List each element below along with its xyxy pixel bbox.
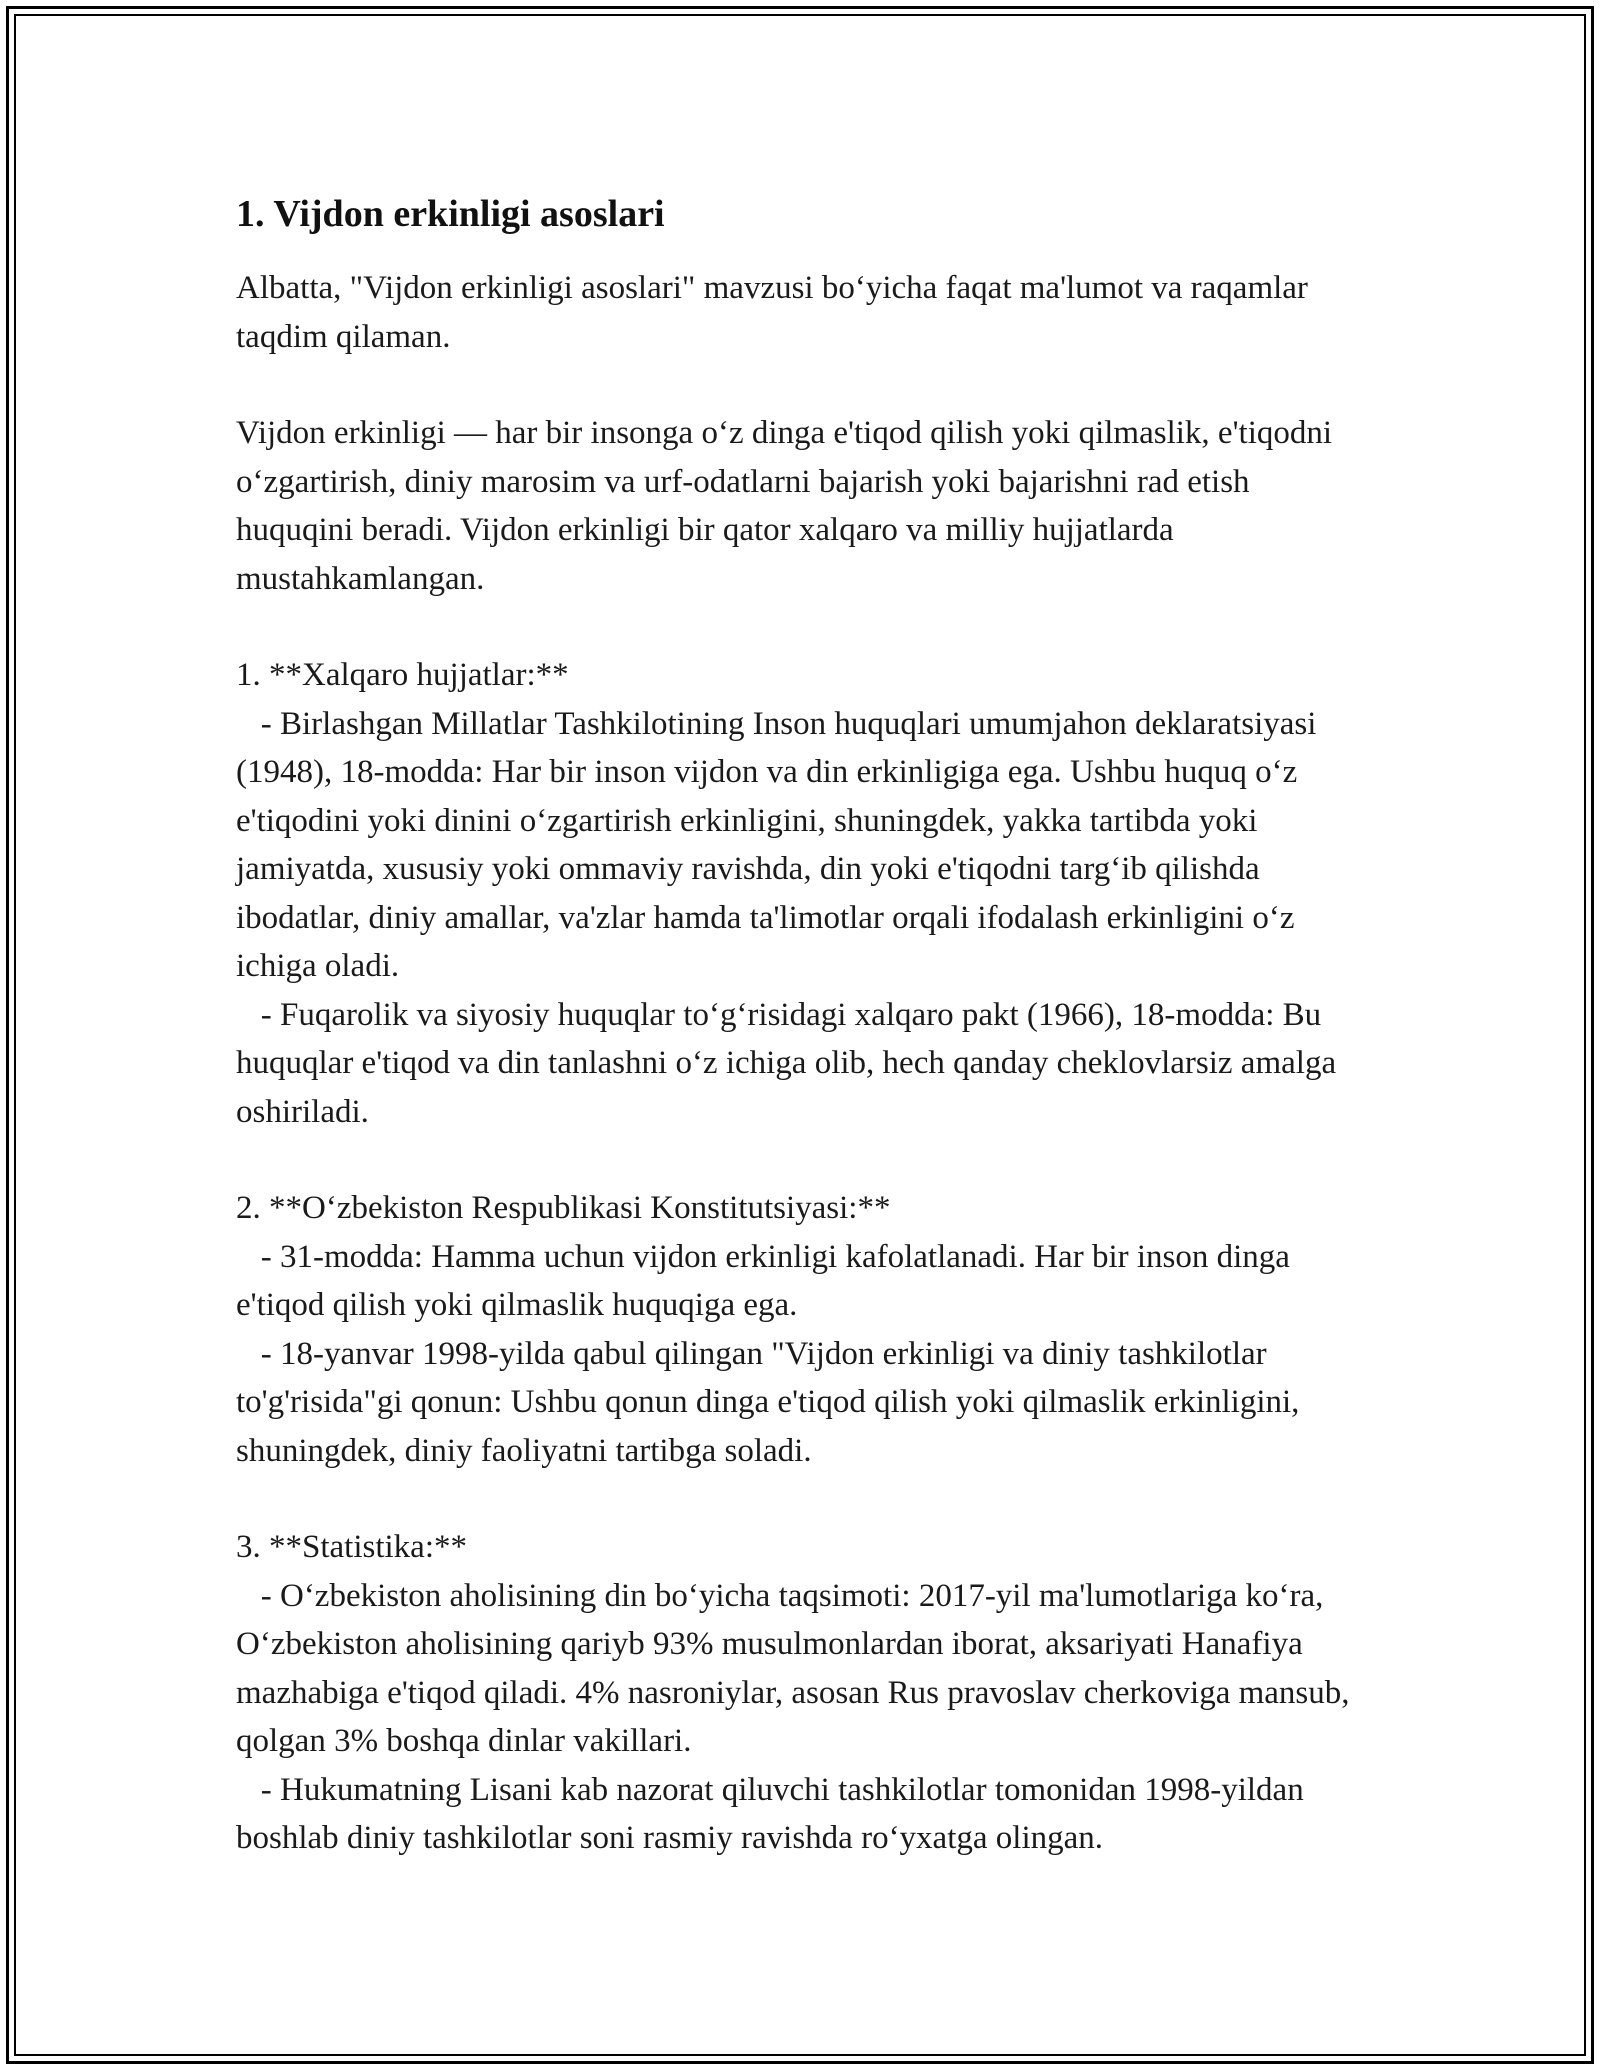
intro-paragraph: Albatta, "Vijdon erkinligi asoslari" mavzusi boʻyicha faqat ma'lumot va raqamlar taqdim qilaman. [236, 270, 1317, 355]
document-title: 1. Vijdon erkinligi asoslari [236, 193, 665, 235]
international-documents-section: 1. **Xalqaro hujjatlar:** - Birlashgan Millatlar Tashkilotining Inson huquqlari umumjahon deklaratsiyasi (1948), 18-modda: Har bir inson vijdon va din erkinligiga ega. Ushbu huquq oʻz e'tiqodini yoki dinini oʻzgartirish erkinligini, shuningdek, yakka tartibda yoki jamiyatda, xususiy yoki ommaviy ravishda, din yoki e'tiqodni targʻib qilishda ibodatlar, diniy amallar, va'zlar hamda ta'limotlar orqali ifodalash erkinligini oʻz ichiga oladi. - Fuqarolik va siyosiy huquqlar toʻgʻrisidagi xalqaro pakt (1966), 18-modda: Bu huquqlar e'tiqod va din tanlashni oʻz ichiga olib, hech qanday cheklovlarsiz amalga oshiriladi. [236, 657, 1337, 1130]
definition-paragraph: Vijdon erkinligi — har bir insonga oʻz dinga e'tiqod qilish yoki qilmaslik, e'tiqodni oʻzgartirish, diniy marosim va urf-odatlarni bajarish yoki bajarishni rad etish huquqini beradi. Vijdon erkinligi bir qator xalqaro va milliy hujjatlarda mustahkamlangan. [236, 415, 1341, 597]
constitution-section: 2. **Oʻzbekiston Respublikasi Konstitutsiyasi:** - 31-modda: Hamma uchun vijdon erkinligi kafolatlanadi. Har bir inson dinga e'tiqod qilish yoki qilmaslik huquqiga ega. - 18-yanvar 1998-yilda qabul qilingan "Vijdon erkinligi va diniy tashkilotlar to'g'risida"gi qonun: Ushbu qonun dinga e'tiqod qilish yoki qilmaslik erkinligini, shuningdek, diniy faoliyatni tartibga soladi. [236, 1190, 1300, 1469]
statistics-section: 3. **Statistika:** - Oʻzbekiston aholisining din boʻyicha taqsimoti: 2017-yil ma'lumotlariga koʻra, Oʻzbekiston aholisining qariyb 93% musulmonlardan iborat, aksariyati Hanafiya mazhabiga e'tiqod qiladi. 4% nasroniylar, asosan Rus pravoslav cherkoviga mansub, qolgan 3% boshqa dinlar vakillari. - Hukumatning Lisani kab nazorat qiluvchi tashkilotlar tomonidan 1998-yildan boshlab diniy tashkilotlar soni rasmiy ravishda roʻyxatga olingan. [236, 1529, 1350, 1856]
document-body [236, 186, 1366, 1863]
